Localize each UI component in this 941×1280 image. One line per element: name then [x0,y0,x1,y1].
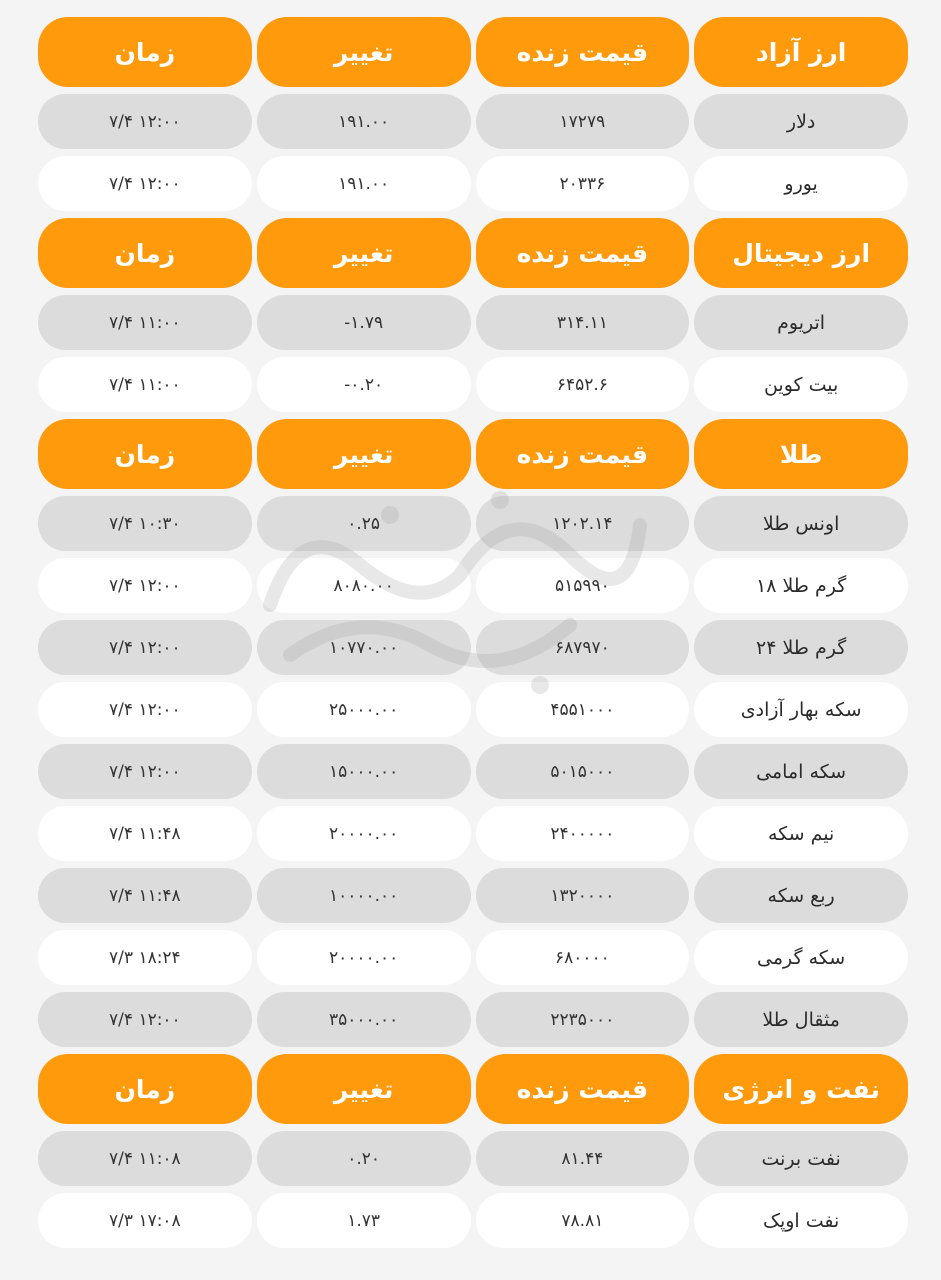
table-row [38,156,908,211]
price-change: ۳۵۰۰۰.۰۰ [257,992,471,1047]
item-name: گرم طلا ۲۴ [694,620,908,675]
live-price: ۸۱.۴۴ [476,1131,690,1186]
live-price: ۶۸۰۰۰۰ [476,930,690,985]
price-change: ۱۰۰۰۰.۰۰ [257,868,471,923]
item-name: نفت برنت [694,1131,908,1186]
item-name: سکه امامی [694,744,908,799]
section-header [38,17,908,87]
table-row [38,682,908,737]
table-row [38,744,908,799]
item-name: اتریوم [694,295,908,350]
column-header-time: زمان [38,218,252,288]
price-change: ۱.۷۳ [257,1193,471,1248]
price-change: ۱۹۱.۰۰ [257,156,471,211]
table-row [38,558,908,613]
item-name: نیم سکه [694,806,908,861]
price-change: ۸۰۸۰.۰۰ [257,558,471,613]
item-name: سکه گرمی [694,930,908,985]
price-change: ۱۵۰۰۰.۰۰ [257,744,471,799]
price-board [38,17,908,1255]
item-name: یورو [694,156,908,211]
update-time: ۷/۳ ۱۷:۰۸ [38,1193,252,1248]
live-price: ۵۰۱۵۰۰۰ [476,744,690,799]
price-change: ۰.۲۰ [257,1131,471,1186]
table-row [38,357,908,412]
section-3 [38,1054,908,1248]
section-1 [38,218,908,412]
live-price: ۳۱۴.۱۱ [476,295,690,350]
column-header-price: قیمت زنده [476,17,690,87]
update-time: ۷/۳ ۱۸:۲۴ [38,930,252,985]
column-header-time: زمان [38,17,252,87]
table-row [38,94,908,149]
update-time: ۷/۴ ۱۱:۴۸ [38,806,252,861]
table-row [38,620,908,675]
column-header-time: زمان [38,1054,252,1124]
live-price: ۷۸.۸۱ [476,1193,690,1248]
item-name: ربع سکه [694,868,908,923]
update-time: ۷/۴ ۱۱:۰۰ [38,357,252,412]
item-name: بیت کوین [694,357,908,412]
column-header-change: تغییر [257,1054,471,1124]
price-change: ۰.۲۵ [257,496,471,551]
table-row [38,868,908,923]
update-time: ۷/۴ ۱۲:۰۰ [38,992,252,1047]
update-time: ۷/۴ ۱۲:۰۰ [38,558,252,613]
section-title: ارز دیجیتال [694,218,908,288]
live-price: ۲۰۳۳۶ [476,156,690,211]
item-name: اونس طلا [694,496,908,551]
price-change: ۲۰۰۰۰.۰۰ [257,806,471,861]
update-time: ۷/۴ ۱۱:۰۰ [38,295,252,350]
column-header-price: قیمت زنده [476,1054,690,1124]
live-price: ۱۷۲۷۹ [476,94,690,149]
table-row [38,1131,908,1186]
price-change: -۱.۷۹ [257,295,471,350]
update-time: ۷/۴ ۱۲:۰۰ [38,94,252,149]
live-price: ۱۳۲۰۰۰۰ [476,868,690,923]
section-header [38,1054,908,1124]
update-time: ۷/۴ ۱۲:۰۰ [38,744,252,799]
price-change: ۱۹۱.۰۰ [257,94,471,149]
table-row [38,496,908,551]
price-change: ۲۵۰۰۰.۰۰ [257,682,471,737]
update-time: ۷/۴ ۱۲:۰۰ [38,620,252,675]
update-time: ۷/۴ ۱۲:۰۰ [38,156,252,211]
update-time: ۷/۴ ۱۱:۴۸ [38,868,252,923]
live-price: ۱۲۰۲.۱۴ [476,496,690,551]
update-time: ۷/۴ ۱۲:۰۰ [38,682,252,737]
item-name: مثقال طلا [694,992,908,1047]
live-price: ۲۴۰۰۰۰۰ [476,806,690,861]
column-header-price: قیمت زنده [476,218,690,288]
section-header [38,419,908,489]
live-price: ۶۴۵۲.۶ [476,357,690,412]
price-change: ۱۰۷۷۰.۰۰ [257,620,471,675]
live-price: ۲۲۳۵۰۰۰ [476,992,690,1047]
live-price: ۵۱۵۹۹۰ [476,558,690,613]
item-name: نفت اوپک [694,1193,908,1248]
table-row [38,295,908,350]
live-price: ۴۵۵۱۰۰۰ [476,682,690,737]
table-row [38,1193,908,1248]
section-2 [38,419,908,1047]
section-title: طلا [694,419,908,489]
price-change: -۰.۲۰ [257,357,471,412]
column-header-price: قیمت زنده [476,419,690,489]
column-header-change: تغییر [257,17,471,87]
column-header-change: تغییر [257,419,471,489]
live-price: ۶۸۷۹۷۰ [476,620,690,675]
table-row [38,806,908,861]
item-name: دلار [694,94,908,149]
table-row [38,992,908,1047]
section-title: ارز آزاد [694,17,908,87]
item-name: سکه بهار آزادی [694,682,908,737]
update-time: ۷/۴ ۱۰:۳۰ [38,496,252,551]
item-name: گرم طلا ۱۸ [694,558,908,613]
update-time: ۷/۴ ۱۱:۰۸ [38,1131,252,1186]
column-header-time: زمان [38,419,252,489]
column-header-change: تغییر [257,218,471,288]
section-title: نفت و انرژی [694,1054,908,1124]
section-header [38,218,908,288]
section-0 [38,17,908,211]
table-row [38,930,908,985]
price-change: ۲۰۰۰۰.۰۰ [257,930,471,985]
